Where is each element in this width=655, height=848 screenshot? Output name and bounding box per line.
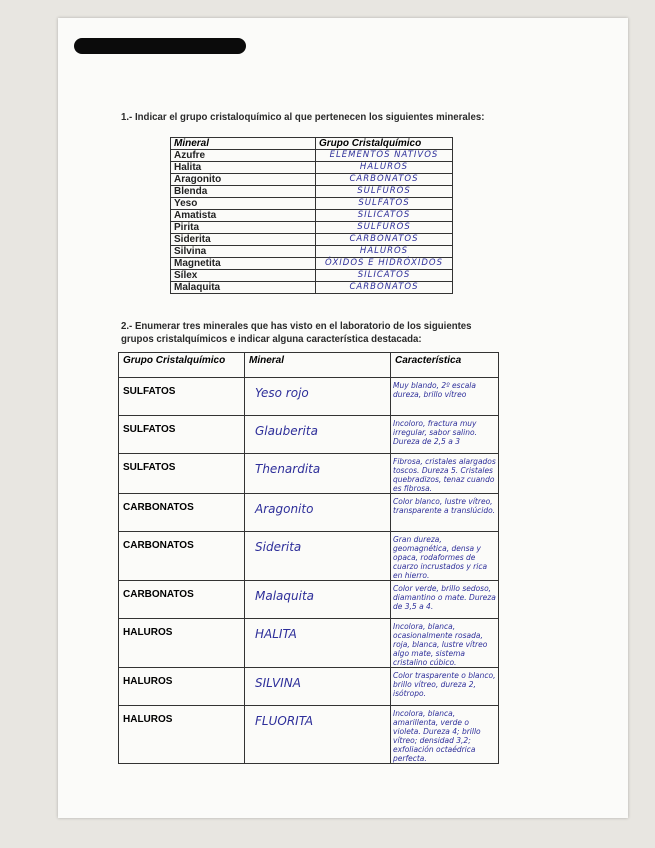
table-row [171,162,453,174]
handwritten-characteristic: Muy blando, 2º escala dureza, brillo vítreo [391,378,499,416]
characteristics-table [118,352,499,764]
question-2: 2.- Enumerar tres minerales que has visto en el laboratorio de los siguientes grupos cristalquímicos e indicar alguna característica destacada: [121,320,472,345]
redaction-bar [74,38,246,54]
column-header: Mineral [171,138,316,150]
question-1: 1.- Indicar el grupo cristaloquímico al que pertenecen los siguientes minerales: [121,111,485,123]
mineral-name: Aragonito [171,174,316,186]
handwritten-mineral: Thenardita [245,454,391,494]
mineral-name: Halita [171,162,316,174]
group-name: HALUROS [119,668,245,706]
handwritten-mineral: Aragonito [245,494,391,532]
table-row [119,494,499,532]
table-row [119,619,499,668]
column-header: Grupo Cristalquímico [316,138,453,150]
mineral-name: Pirita [171,222,316,234]
table-row [171,270,453,282]
table-row [171,282,453,294]
handwritten-group: ÓXIDOS E HIDRÓXIDOS [316,258,453,270]
handwritten-group: ELEMENTOS NATIVOS [316,150,453,162]
table-row [119,416,499,454]
group-name: SULFATOS [119,378,245,416]
handwritten-group: SULFUROS [316,222,453,234]
mineral-name: Siderita [171,234,316,246]
table-row [119,532,499,581]
handwritten-mineral: Yeso rojo [245,378,391,416]
mineral-name: Amatista [171,210,316,222]
handwritten-mineral: Siderita [245,532,391,581]
handwritten-characteristic: Color trasparente o blanco, brillo vítreo, dureza 2, isótropo. [391,668,499,706]
table-row [171,186,453,198]
table-row [119,706,499,764]
column-header: Característica [391,353,499,378]
handwritten-group: CARBONATOS [316,174,453,186]
handwritten-group: HALUROS [316,162,453,174]
handwritten-group: SILICATOS [316,270,453,282]
handwritten-group: HALUROS [316,246,453,258]
table-row [171,222,453,234]
table-row [171,210,453,222]
handwritten-group: SULFATOS [316,198,453,210]
table-row [171,198,453,210]
handwritten-characteristic: Gran dureza, geomagnética, densa y opaca, rodaformes de cuarzo incrustados y rica en hierro. [391,532,499,581]
table-header-row [171,138,453,150]
handwritten-characteristic: Incolora, blanca, ocasionalmente rosada, roja, blanca, lustre vítreo algo mate, sistema cristalino cúbico. [391,619,499,668]
handwritten-characteristic: Fibrosa, cristales alargados toscos. Dureza 5. Cristales quebradizos, tenaz cuando es fibrosa. [391,454,499,494]
table-row [171,246,453,258]
handwritten-characteristic: Incolora, blanca, amarillenta, verde o violeta. Dureza 4; brillo vítreo; densidad 3,2; exfoliación octaédrica perfecta. [391,706,499,764]
mineral-name: Malaquita [171,282,316,294]
column-header: Mineral [245,353,391,378]
table-row [119,668,499,706]
handwritten-characteristic: Color verde, brillo sedoso, diamantino o mate. Dureza de 3,5 a 4. [391,581,499,619]
handwritten-mineral: HALITA [245,619,391,668]
handwritten-mineral: SILVINA [245,668,391,706]
group-name: HALUROS [119,706,245,764]
group-name: SULFATOS [119,454,245,494]
table-row [171,258,453,270]
table-header-row [119,353,499,378]
table-row [171,234,453,246]
handwritten-group: SILICATOS [316,210,453,222]
group-name: CARBONATOS [119,494,245,532]
handwritten-mineral: FLUORITA [245,706,391,764]
group-name: CARBONATOS [119,532,245,581]
table-row [171,174,453,186]
mineral-name: Azufre [171,150,316,162]
mineral-name: Yeso [171,198,316,210]
table-row [119,581,499,619]
handwritten-group: SULFUROS [316,186,453,198]
group-name: HALUROS [119,619,245,668]
table-row [119,454,499,494]
handwritten-group: CARBONATOS [316,282,453,294]
mineral-name: Silvina [171,246,316,258]
mineral-name: Blenda [171,186,316,198]
handwritten-group: CARBONATOS [316,234,453,246]
table-row [119,378,499,416]
column-header: Grupo Cristalquímico [119,353,245,378]
mineral-name: Magnetita [171,258,316,270]
handwritten-characteristic: Color blanco, lustre vítreo, transparente a translúcido. [391,494,499,532]
handwritten-mineral: Glauberita [245,416,391,454]
group-name: CARBONATOS [119,581,245,619]
mineral-group-table [170,137,453,294]
table-row [171,150,453,162]
handwritten-characteristic: Incoloro, fractura muy irregular, sabor salino. Dureza de 2,5 a 3 [391,416,499,454]
mineral-name: Sílex [171,270,316,282]
group-name: SULFATOS [119,416,245,454]
handwritten-mineral: Malaquita [245,581,391,619]
